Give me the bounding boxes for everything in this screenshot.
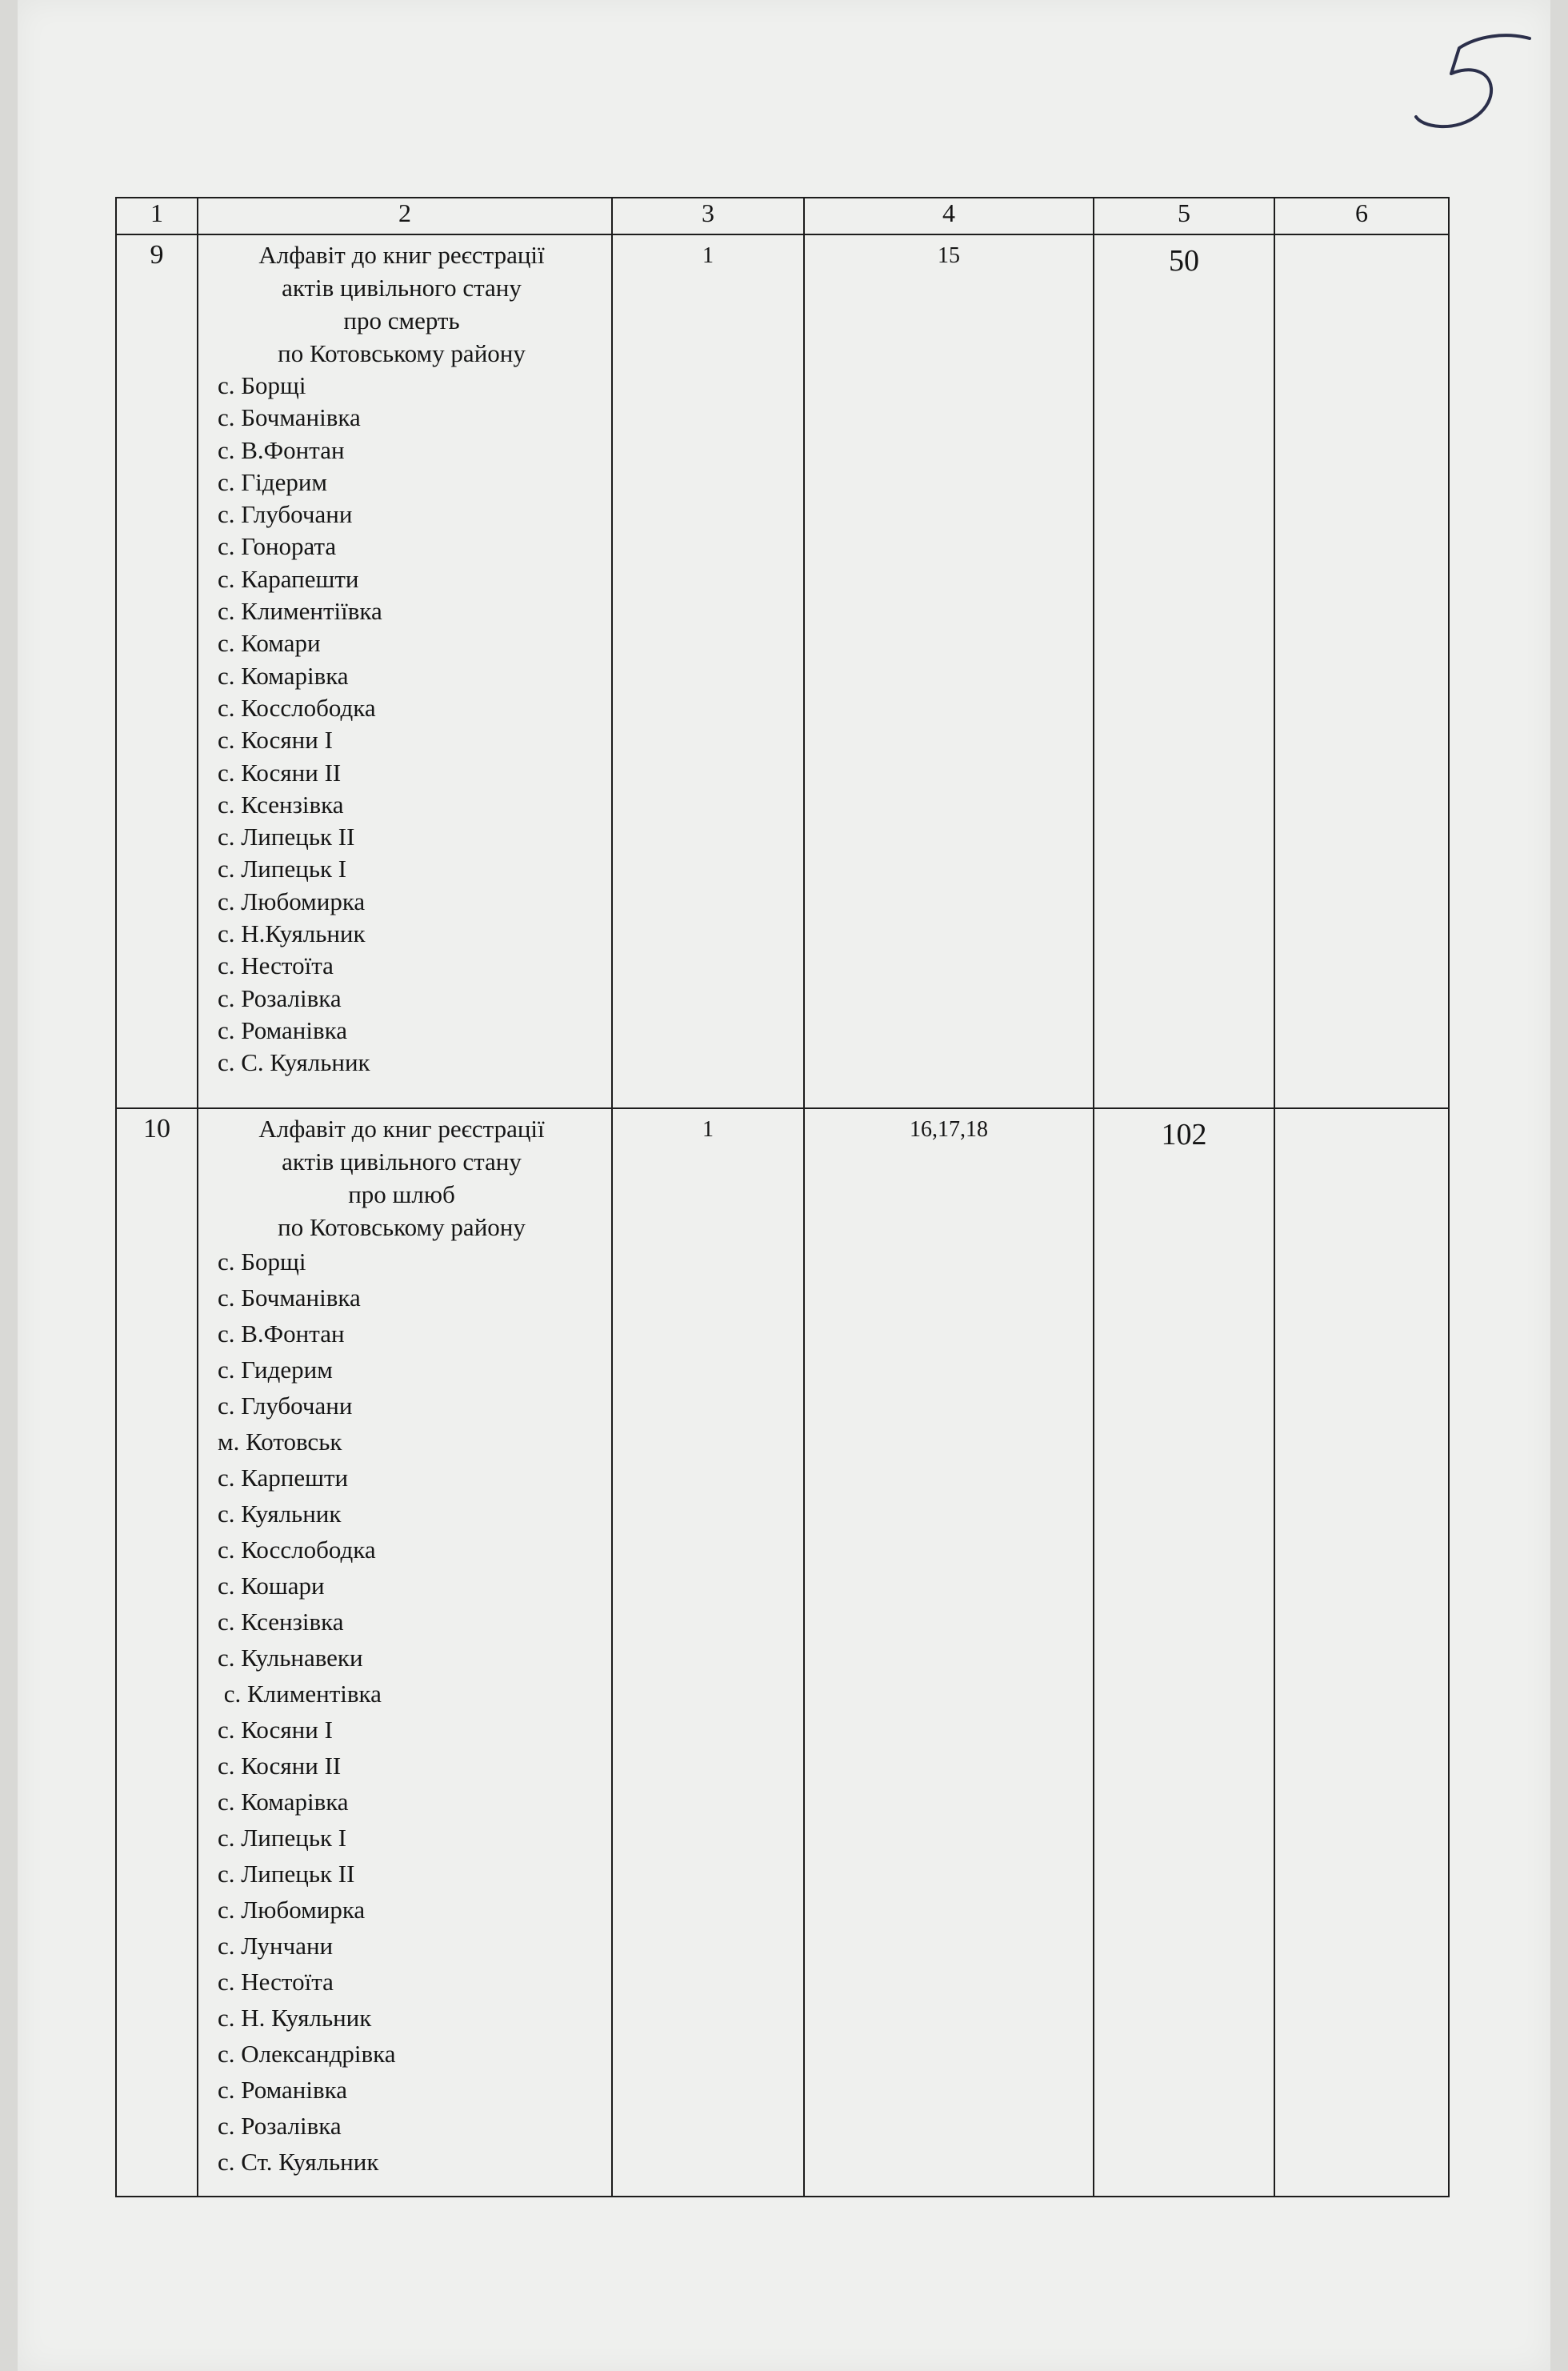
- list-item: с. Романівка: [218, 1015, 347, 1044]
- list-item: с. Липецьк І: [218, 1824, 347, 1852]
- list-item: с. Карапешти: [218, 564, 359, 593]
- list-item: с. Косяни ІІ: [218, 758, 342, 787]
- list-item: с. Косслободка: [218, 1536, 376, 1564]
- title-line: актів цивільного стану: [282, 1147, 522, 1175]
- list-item: с. Ксензівка: [218, 1608, 344, 1636]
- table-row: [116, 234, 1449, 1108]
- list-item: с. Бочманівка: [218, 403, 361, 432]
- title-line: Алфавіт до книг реєстрації: [258, 241, 545, 269]
- list-item: с. Борщі: [218, 371, 306, 399]
- list-item: с. Гонората: [218, 532, 337, 561]
- row-number: 9: [116, 234, 198, 1108]
- list-item: с. Комари: [218, 629, 321, 658]
- list-item: с. Куяльник: [218, 1500, 342, 1528]
- list-item: с. Любомирка: [218, 887, 366, 915]
- list-item: с. Кошари: [218, 1572, 325, 1600]
- header-col-2: 2: [198, 198, 612, 234]
- row-col-3: 1: [612, 234, 804, 1108]
- list-item: с. Косяни І: [218, 726, 333, 755]
- header-row: [116, 198, 1449, 234]
- list-item: с. Комарівка: [218, 1788, 349, 1816]
- title-line: по Котовському району: [278, 1213, 526, 1241]
- list-item: с. Ксензівка: [218, 790, 344, 819]
- list-item: с. С. Куяльник: [218, 1048, 370, 1077]
- row-col-5: 50: [1094, 234, 1274, 1108]
- row-col-5: 102: [1094, 1108, 1274, 2197]
- list-item: м. Котовськ: [218, 1428, 342, 1456]
- list-item: с. Нестоїта: [218, 1968, 334, 1996]
- list-item: с. Климентівка: [218, 1680, 382, 1708]
- list-item: с. Гідерим: [218, 467, 328, 496]
- list-item: с. В.Фонтан: [218, 435, 345, 464]
- row-col-6: [1274, 234, 1449, 1108]
- list-item: с. Карпешти: [218, 1464, 349, 1492]
- village-list: [218, 1244, 611, 2180]
- list-item: с. Розалівка: [218, 983, 342, 1012]
- list-item: с. Н. Куяльник: [218, 2004, 372, 2032]
- row-number: 10: [116, 1108, 198, 2197]
- title-line: про шлюб: [348, 1180, 455, 1208]
- list-item: с. Косяни ІІ: [218, 1752, 342, 1780]
- list-item: с. Лунчани: [218, 1932, 334, 1960]
- handwritten-sheet-number: [1394, 24, 1538, 152]
- title-line: Алфавіт до книг реєстрації: [258, 1115, 545, 1143]
- list-item: с. Бочманівка: [218, 1284, 361, 1312]
- list-item: с. Гидерим: [218, 1356, 333, 1384]
- title-line: про смерть: [343, 306, 460, 334]
- row-col-4: 16,17,18: [804, 1108, 1094, 2197]
- row-description: [198, 234, 612, 1108]
- header-col-1: 1: [116, 198, 198, 234]
- list-item: с. Липецьк І: [218, 855, 347, 883]
- table-row: [116, 1108, 1449, 2197]
- list-item: с. Косслободка: [218, 693, 376, 722]
- list-item: с. Липецьк ІІ: [218, 823, 355, 851]
- list-item: с. В.Фонтан: [218, 1320, 345, 1348]
- list-item: с. Глубочани: [218, 500, 353, 529]
- list-item: с. Климентіївка: [218, 597, 382, 626]
- row-description: [198, 1108, 612, 2197]
- list-item: с. Розалівка: [218, 2112, 342, 2140]
- list-item: с. Ст. Куяльник: [218, 2148, 379, 2176]
- list-item: с. Олександрівка: [218, 2040, 396, 2068]
- list-item: с. Любомирка: [218, 1896, 366, 1924]
- list-item: с. Нестоїта: [218, 951, 334, 980]
- row-title: [218, 235, 586, 370]
- row-col-6: [1274, 1108, 1449, 2197]
- row-col-3: 1: [612, 1108, 804, 2197]
- list-item: с. Кульнавеки: [218, 1644, 363, 1672]
- list-item: с. Глубочани: [218, 1392, 353, 1420]
- list-item: с. Липецьк ІІ: [218, 1860, 355, 1888]
- list-item: с. Н.Куяльник: [218, 919, 366, 948]
- list-item: с. Косяни І: [218, 1716, 333, 1744]
- header-col-6: 6: [1274, 198, 1449, 234]
- row-title: [218, 1109, 586, 1244]
- village-list: [218, 370, 611, 1079]
- header-col-5: 5: [1094, 198, 1274, 234]
- list-item: с. Романівка: [218, 2076, 347, 2104]
- document-sheet: [18, 0, 1550, 2371]
- list-item: с. Комарівка: [218, 661, 349, 690]
- header-col-4: 4: [804, 198, 1094, 234]
- row-col-4: 15: [804, 234, 1094, 1108]
- title-line: по Котовському району: [278, 339, 526, 367]
- register-table: [115, 197, 1450, 2197]
- header-col-3: 3: [612, 198, 804, 234]
- list-item: с. Борщі: [218, 1248, 306, 1276]
- title-line: актів цивільного стану: [282, 274, 522, 302]
